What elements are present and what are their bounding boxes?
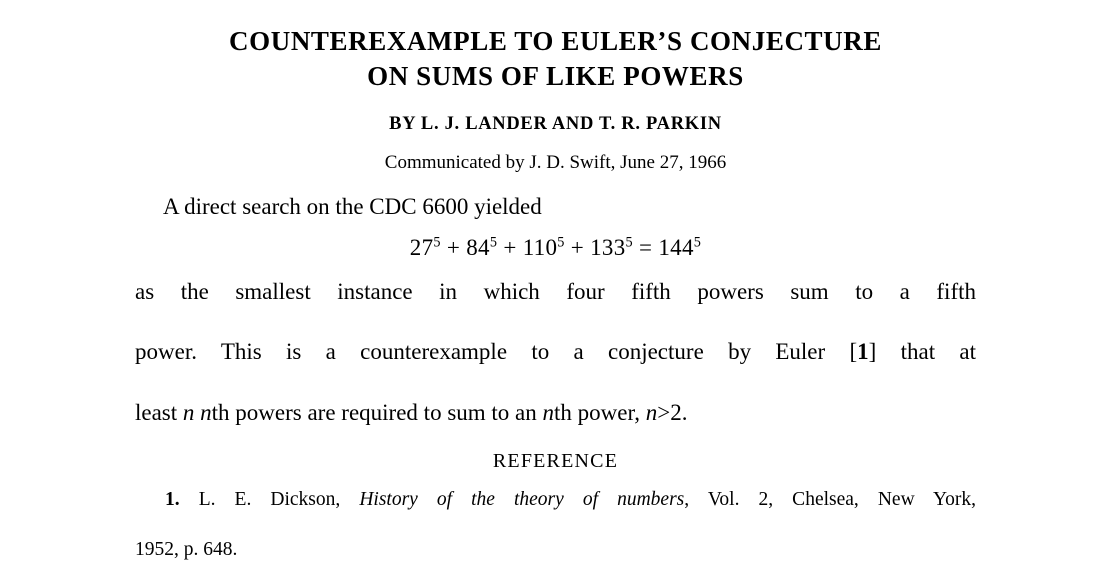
equation-plus-2: + [503, 235, 517, 261]
page-title [135, 24, 976, 93]
body-line-3-part-2: th powers are required to sum to an [211, 399, 543, 425]
body-line-3-italic-1: n n [182, 399, 212, 425]
equation-term-4-exp: 5 [625, 234, 633, 251]
body-line-3-part-1: least [135, 399, 183, 425]
body-line-3 [135, 400, 687, 425]
reference-list [135, 487, 976, 563]
display-equation [135, 235, 976, 261]
title-line-1: COUNTEREXAMPLE TO EULER’S CONJECTURE [229, 26, 882, 56]
reference-item [135, 487, 976, 563]
equation-term-2-exp: 5 [489, 234, 498, 251]
body-line-2: power. This is a counterexample to a conjecture by Euler [1] that at [135, 339, 976, 365]
body-line-2-part-2: that at [876, 339, 976, 365]
body-line-3-italic-3: n [645, 399, 658, 425]
author-byline: BY L. J. LANDER AND T. R. PARKIN [389, 114, 722, 135]
main-body-paragraph [135, 277, 976, 428]
equation-term-1-exp: 5 [433, 234, 441, 251]
intro-paragraph: A direct search on the CDC 6600 yielded [163, 194, 542, 220]
equation-term-4-base: 133 [590, 235, 626, 261]
reference-item-title: History of the theory of numbers [359, 488, 685, 510]
body-line-3-part-3: th power, [554, 399, 646, 425]
body-line-3-italic-2: n [542, 399, 555, 425]
body-line-3-part-4: >2. [657, 399, 688, 425]
reference-item-author: L. E. Dickson, [198, 488, 341, 510]
reference-item-rest: , Vol. 2, Chelsea, New York, [684, 488, 976, 510]
equation-plus-1: + [446, 235, 461, 261]
equation-term-2-base: 84 [466, 235, 490, 261]
body-line-2-part-1: power. This is a counterexample to a conjecture by Euler [135, 339, 850, 365]
body-line-1: as the smallest instance in which four fifth powers sum to a fifth [135, 279, 976, 305]
equation-equals: = [639, 235, 653, 261]
equation-term-3-exp: 5 [557, 234, 565, 251]
title-line-2: ON SUMS OF LIKE POWERS [367, 60, 744, 91]
communicated-by-note: Communicated by J. D. Swift, June 27, 1966 [384, 152, 727, 174]
reference-item-number: 1. [165, 488, 180, 510]
equation-plus-3: + [570, 235, 585, 261]
equation-result-exp: 5 [693, 234, 702, 251]
reference-item-first-line [135, 487, 976, 538]
reference-section-heading: REFERENCE [492, 449, 619, 472]
reference-marker: 1 [857, 339, 869, 365]
reference-item-continuation: 1952, p. 648. [135, 539, 238, 561]
equation-result-base: 144 [658, 235, 694, 261]
equation-term-3-base: 110 [522, 235, 558, 261]
equation-term-1-base: 27 [409, 235, 434, 261]
